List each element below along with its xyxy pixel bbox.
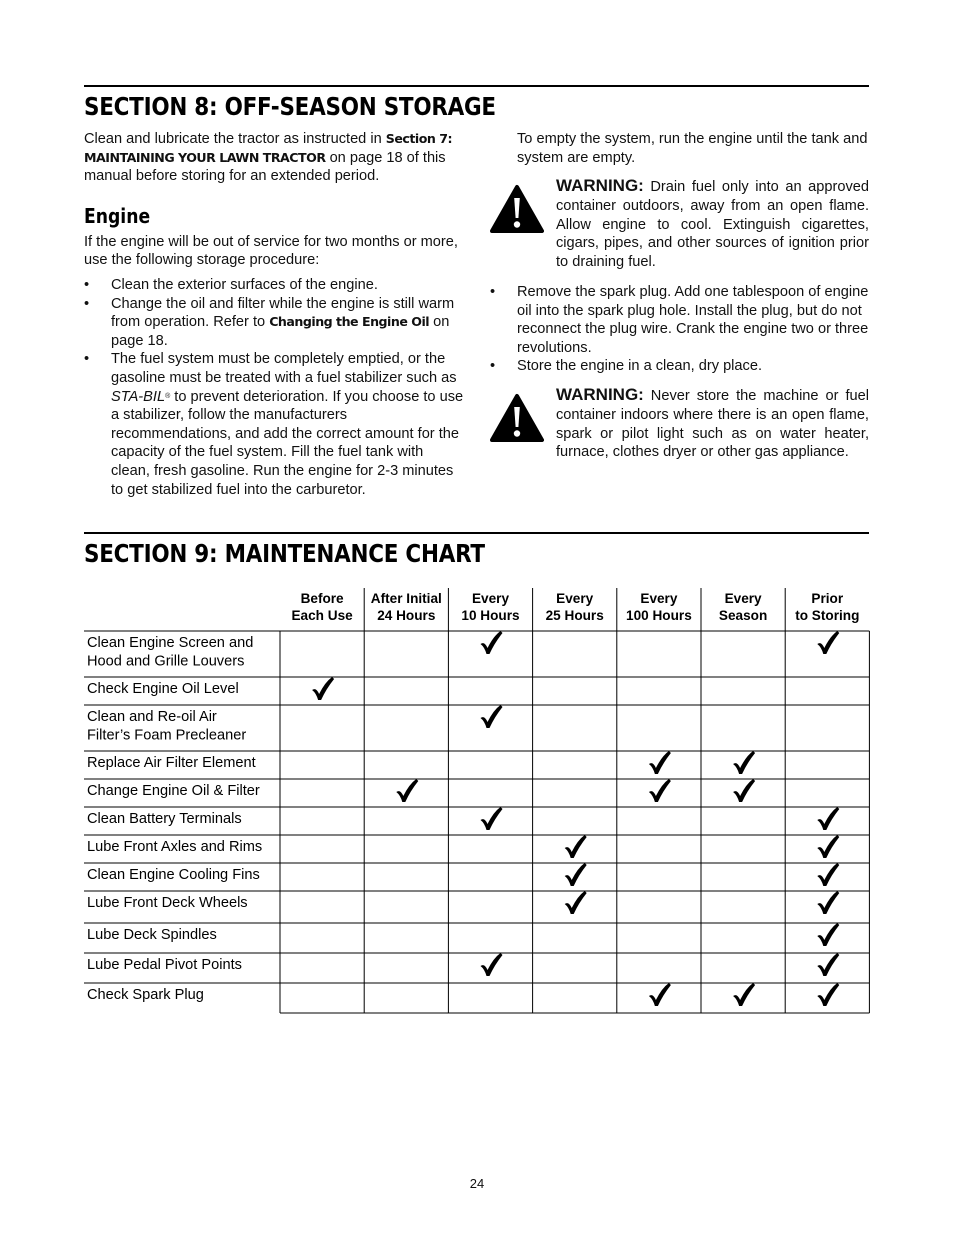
spark-plug-list [490,283,869,376]
list-item: • The fuel system must be completely emptied, or the gasoline must be treated with a fuel stabilizer such as STA-BIL® to prevent deterioration. If you choose to use a stabilizer, follow the manufacturers recommendations, and add the correct amount for the capacity of the fuel system. Fill the fuel tank with clean, fresh gasoline. Run the engine for 2-3 minutes to get stabilized fuel into the carburetor. [84,351,464,498]
warning-triangle-icon [490,184,544,234]
list-item: • Clean the exterior surfaces of the engine. [84,276,378,293]
section8-right-column [517,130,869,167]
checkmark-icon [649,779,671,802]
task-label: Check Spark Plug [87,987,204,1003]
checkmark-icon [817,631,839,654]
checkmark-icon [733,779,755,802]
column-header: Each Use [291,608,353,623]
checkmark-icon [817,863,839,886]
checkmark-icon [817,923,839,946]
engine-storage-list [84,276,464,499]
engine-intro: If the engine will be out of service for two months or more, use the following storage procedure: [84,233,458,269]
checkmark-icon [565,891,587,914]
column-header: to Storing [795,608,860,623]
column-header: Every [724,591,762,606]
column-header: 25 Hours [545,608,604,623]
column-header: 24 Hours [377,608,436,623]
task-label: Clean Engine Screen and [87,635,254,651]
oil-change-reference: Changing the Engine Oil [269,314,430,330]
checkmark-icon [481,807,503,830]
checkmark-icon [649,983,671,1006]
checkmark-icon [312,677,334,700]
checkmark-icon [481,631,503,654]
section8-top-rule [84,85,869,87]
bullet-icon: • [84,351,90,368]
task-label: Check Engine Oil Level [87,681,239,697]
task-label: Filter’s Foam Precleaner [87,727,247,744]
column-header: Season [718,608,768,623]
column-header: Every [640,591,678,606]
checkmark-icon [396,779,418,802]
checkmark-icon [733,751,755,774]
bullet-icon: • [84,276,90,293]
checkmark-icon [817,835,839,858]
engine-heading: Engine [84,203,151,228]
task-label: Clean and Re-oil Air [87,709,217,725]
checkmark-icon [817,953,839,976]
section9-top-rule [84,532,869,534]
maintenance-chart [84,588,874,1018]
task-label: Change Engine Oil & Filter [87,783,260,799]
empty-system-text: To empty the system, run the engine until the tank and system are empty. [517,131,868,166]
column-header: Every [471,591,510,606]
column-header: Before [300,591,344,606]
checkmark-icon [817,891,839,914]
task-label: Clean Battery Terminals [87,811,242,827]
fuel-warning-text: WARNING: Drain fuel only into an approved container outdoors, away from an open flame. Allow engine to cool. Extinguish cigarettes, cigars, pipes, and other sources of ignition prior to draining fuel. [556,176,869,271]
section8-left-column [84,130,464,499]
checkmark-icon [733,983,755,1006]
page-number: 24 [469,1176,485,1191]
section9-title: SECTION 9: MAINTENANCE CHART [84,539,485,568]
warning-label: WARNING: [556,385,644,404]
list-item: • Remove the spark plug. Add one tablespoon of engine oil into the spark plug hole. Install the plug, but do not reconnect the plug wire. Crank the engine two or three revolutions. [490,284,869,356]
task-label: Replace Air Filter Element [87,755,256,771]
column-header: After Initial [370,591,442,606]
bullet-icon: • [490,284,496,300]
registered-mark: ® [165,392,171,400]
checkmark-icon [817,807,839,830]
storage-warning-text: WARNING: Never store the machine or fuel container indoors where there is an open flame, spark or pilot light such as on water heater, furnace, clothes dryer or other gas appliance. [556,385,869,461]
column-header: 10 Hours [461,608,520,623]
checkmark-icon [481,705,503,728]
checkmark-icon [565,863,587,886]
checkmark-icon [649,751,671,774]
task-label: Lube Deck Spindles [87,927,217,943]
checkmark-icon [817,983,839,1006]
task-label: Lube Pedal Pivot Points [87,957,242,973]
section7-reference: Section 7: MAINTAINING YOUR LAWN TRACTOR [84,131,452,165]
warning-label: WARNING: [556,176,644,195]
bullet-icon: • [84,295,90,312]
task-label: Lube Front Axles and Rims [87,839,263,855]
storage-warning [490,386,869,486]
task-label: Lube Front Deck Wheels [87,895,248,911]
stabilizer-brand: STA-BIL [111,388,166,405]
task-label: Clean Engine Cooling Fins [87,867,260,883]
column-header: Prior [811,591,844,606]
list-item: • Change the oil and filter while the engine is still warm from operation. Refer to Changing the Engine Oil on page 18. [84,295,455,349]
column-header: 100 Hours [626,608,692,623]
checkmark-icon [565,835,587,858]
column-header: Every [556,591,594,606]
warning-triangle-icon [490,393,544,443]
bullet-icon: • [490,358,496,375]
task-label: Hood and Grille Louvers [87,653,245,670]
checkmark-icon [481,953,503,976]
list-item: • Store the engine in a clean, dry place. [490,358,763,375]
storage-intro: Clean and lubricate the tractor as instructed in Section 7: MAINTAINING YOUR LAWN TRACTOR on page 18 of this manual before storing for an extended period. [84,131,452,185]
section8-title: SECTION 8: OFF-SEASON STORAGE [84,92,496,121]
fuel-warning [490,177,869,277]
section8-right-list [490,283,869,376]
